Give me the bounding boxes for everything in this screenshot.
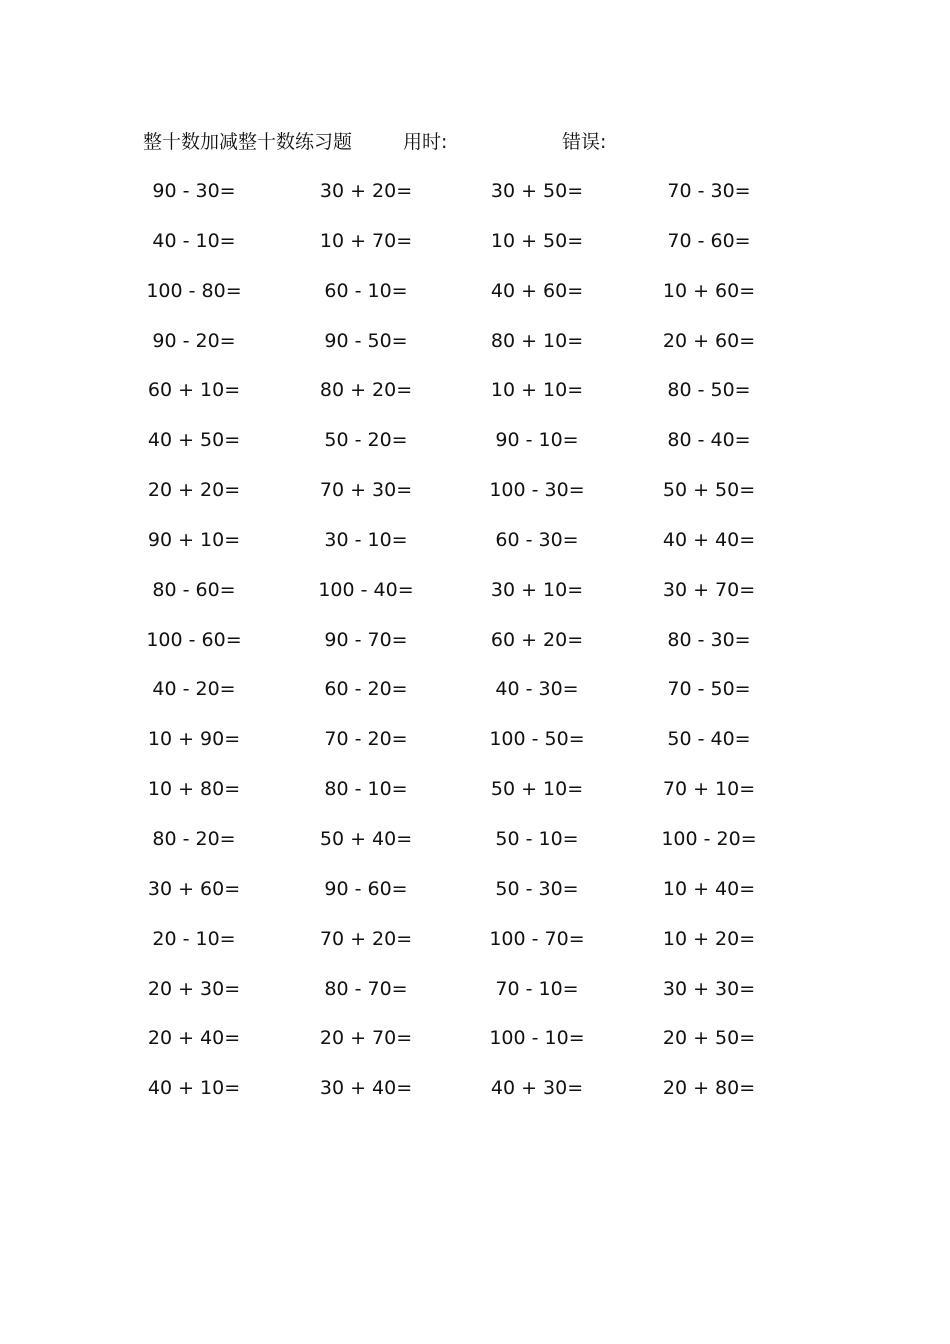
arithmetic-problem: 100 - 70= — [489, 927, 585, 950]
problem-row — [100, 525, 800, 575]
arithmetic-problem: 80 - 40= — [667, 429, 751, 452]
arithmetic-problem: 40 + 50= — [147, 429, 241, 452]
problem-row — [100, 674, 800, 724]
arithmetic-problem: 100 - 10= — [489, 1027, 585, 1050]
arithmetic-problem: 40 + 40= — [662, 528, 756, 551]
arithmetic-problem: 60 - 20= — [324, 678, 408, 701]
arithmetic-problem: 50 - 10= — [495, 827, 579, 850]
arithmetic-problem: 70 - 60= — [667, 229, 751, 252]
arithmetic-problem: 20 + 80= — [662, 1077, 756, 1100]
arithmetic-problem: 100 - 20= — [661, 827, 757, 850]
arithmetic-problem: 90 - 60= — [324, 877, 408, 900]
problem-row — [100, 375, 800, 425]
arithmetic-problem: 70 - 10= — [495, 977, 579, 1000]
problem-row — [100, 1073, 800, 1123]
arithmetic-problem: 80 - 10= — [324, 778, 408, 801]
problem-row — [100, 226, 800, 276]
arithmetic-problem: 50 - 30= — [495, 877, 579, 900]
arithmetic-problem: 20 + 40= — [147, 1027, 241, 1050]
arithmetic-problem: 100 - 30= — [489, 479, 585, 502]
arithmetic-problem: 70 + 10= — [662, 778, 756, 801]
arithmetic-problem: 30 - 10= — [324, 528, 408, 551]
problem-row — [100, 475, 800, 525]
arithmetic-problem: 100 - 40= — [318, 578, 414, 601]
arithmetic-problem: 60 - 10= — [324, 279, 408, 302]
arithmetic-problem: 50 + 40= — [319, 827, 413, 850]
arithmetic-problem: 90 - 70= — [324, 628, 408, 651]
arithmetic-problem: 30 + 70= — [662, 578, 756, 601]
problem-row — [100, 774, 800, 824]
arithmetic-problem: 90 - 50= — [324, 329, 408, 352]
problem-grid — [100, 176, 800, 1123]
arithmetic-problem: 50 + 10= — [490, 778, 584, 801]
arithmetic-problem: 40 - 30= — [495, 678, 579, 701]
arithmetic-problem: 50 - 20= — [324, 429, 408, 452]
arithmetic-problem: 80 - 20= — [152, 827, 236, 850]
errors-label: 错误: — [562, 131, 607, 153]
arithmetic-problem: 20 + 50= — [662, 1027, 756, 1050]
arithmetic-problem: 80 + 20= — [319, 379, 413, 402]
problem-row — [100, 974, 800, 1024]
arithmetic-problem: 30 + 20= — [319, 180, 413, 202]
arithmetic-problem: 10 + 70= — [319, 229, 413, 252]
arithmetic-problem: 40 + 60= — [490, 279, 584, 302]
problem-row — [100, 1023, 800, 1073]
arithmetic-problem: 60 - 30= — [495, 528, 579, 551]
problem-row — [100, 326, 800, 376]
arithmetic-problem: 80 + 10= — [490, 329, 584, 352]
arithmetic-problem: 30 + 10= — [490, 578, 584, 601]
arithmetic-problem: 10 + 10= — [490, 379, 584, 402]
arithmetic-problem: 70 - 20= — [324, 728, 408, 751]
arithmetic-problem: 40 + 30= — [490, 1077, 584, 1100]
arithmetic-problem: 90 - 10= — [495, 429, 579, 452]
problem-row — [100, 176, 800, 226]
arithmetic-problem: 30 + 40= — [319, 1077, 413, 1100]
worksheet-title: 整十数加减整十数练习题 — [143, 131, 353, 153]
arithmetic-problem: 10 + 90= — [147, 728, 241, 751]
arithmetic-problem: 100 - 60= — [146, 628, 242, 651]
problem-row — [100, 425, 800, 475]
problem-row — [100, 575, 800, 625]
arithmetic-problem: 10 + 50= — [490, 229, 584, 252]
arithmetic-problem: 100 - 80= — [146, 279, 242, 302]
arithmetic-problem: 40 - 10= — [152, 229, 236, 252]
arithmetic-problem: 10 + 60= — [662, 279, 756, 302]
arithmetic-problem: 70 + 20= — [319, 927, 413, 950]
arithmetic-problem: 20 + 70= — [319, 1027, 413, 1050]
arithmetic-problem: 40 - 20= — [152, 678, 236, 701]
arithmetic-problem: 70 + 30= — [319, 479, 413, 502]
arithmetic-problem: 80 - 50= — [667, 379, 751, 402]
arithmetic-problem: 30 + 30= — [662, 977, 756, 1000]
problem-row — [100, 724, 800, 774]
arithmetic-problem: 90 + 10= — [147, 528, 241, 551]
arithmetic-problem: 60 + 20= — [490, 628, 584, 651]
arithmetic-problem: 20 + 30= — [147, 977, 241, 1000]
arithmetic-problem: 90 - 20= — [152, 329, 236, 352]
arithmetic-problem: 30 + 50= — [490, 180, 584, 202]
arithmetic-problem: 20 - 10= — [152, 927, 236, 950]
problem-row — [100, 824, 800, 874]
problem-row — [100, 874, 800, 924]
arithmetic-problem: 10 + 40= — [662, 877, 756, 900]
arithmetic-problem: 80 - 70= — [324, 977, 408, 1000]
arithmetic-problem: 60 + 10= — [147, 379, 241, 402]
arithmetic-problem: 20 + 60= — [662, 329, 756, 352]
problem-row — [100, 924, 800, 974]
arithmetic-problem: 80 - 30= — [667, 628, 751, 651]
arithmetic-problem: 50 + 50= — [662, 479, 756, 502]
arithmetic-problem: 70 - 50= — [667, 678, 751, 701]
arithmetic-problem: 70 - 30= — [667, 180, 751, 202]
arithmetic-problem: 10 + 20= — [662, 927, 756, 950]
time-used-label: 用时: — [403, 131, 448, 153]
arithmetic-problem: 30 + 60= — [147, 877, 241, 900]
arithmetic-problem: 80 - 60= — [152, 578, 236, 601]
problem-row — [100, 276, 800, 326]
arithmetic-problem: 40 + 10= — [147, 1077, 241, 1100]
arithmetic-problem: 50 - 40= — [667, 728, 751, 751]
arithmetic-problem: 90 - 30= — [152, 180, 236, 202]
arithmetic-problem: 20 + 20= — [147, 479, 241, 502]
arithmetic-problem: 10 + 80= — [147, 778, 241, 801]
arithmetic-problem: 100 - 50= — [489, 728, 585, 751]
problem-row — [100, 625, 800, 675]
